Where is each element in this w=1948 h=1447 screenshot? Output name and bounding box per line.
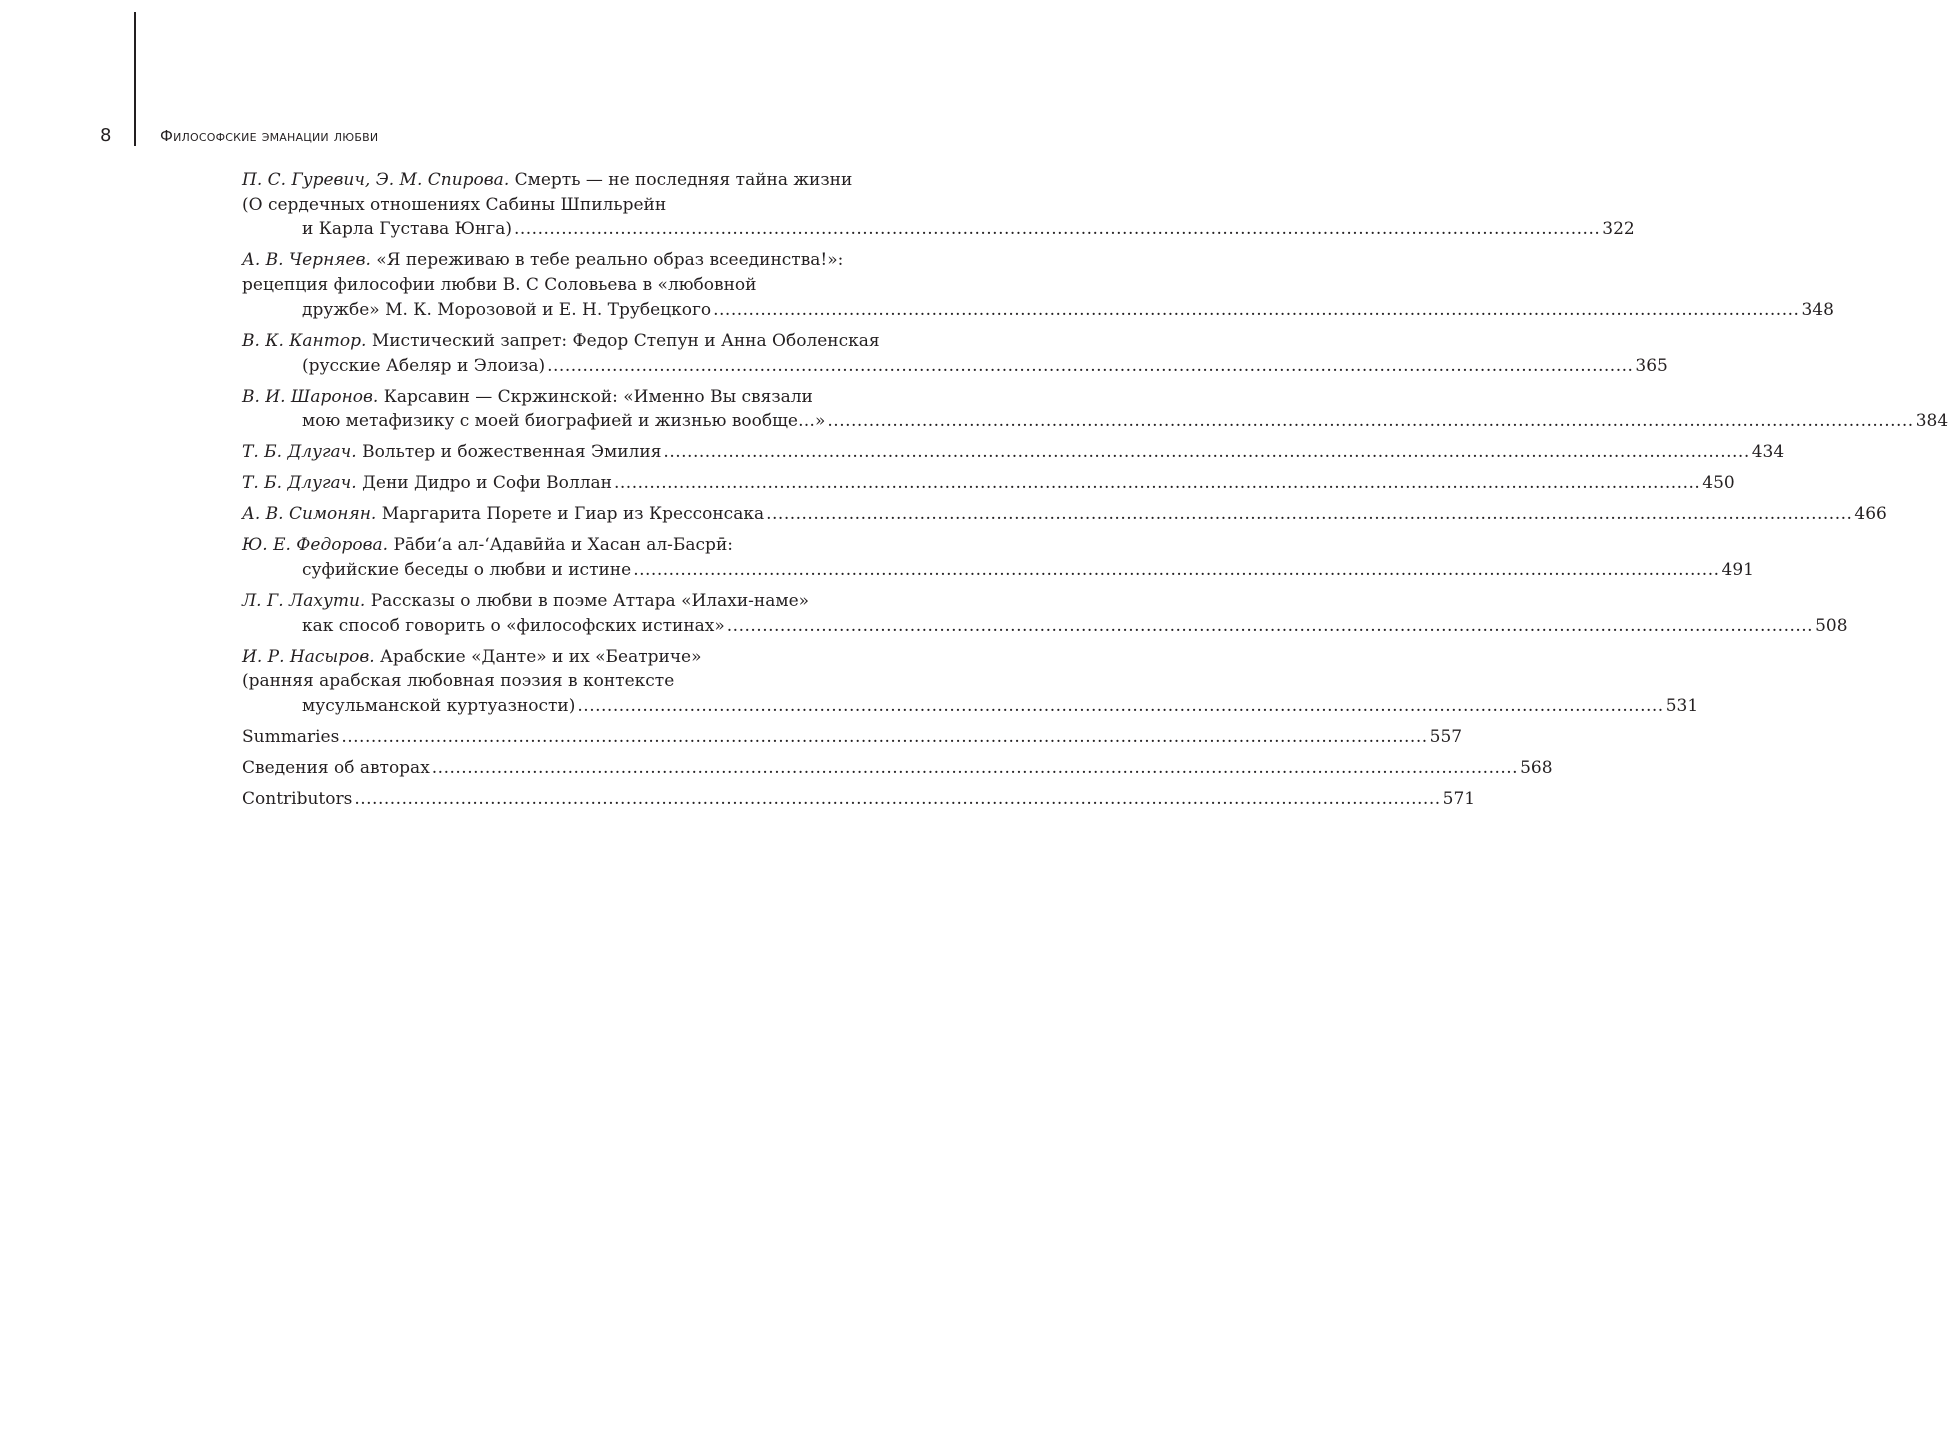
toc-entry-author: Л. Г. Лахути. (242, 590, 366, 611)
toc-entry-page: 557 (1429, 727, 1463, 748)
toc-entry-text (302, 696, 575, 716)
toc-entry-title-line: (О сердечных отношениях Сабины Шпильрейн (242, 194, 667, 215)
toc-dot-leader (713, 300, 1799, 320)
toc-entry-page: 384 (1915, 411, 1948, 432)
toc-entry (242, 725, 1463, 750)
toc-entry (242, 385, 1948, 434)
toc-entry-line (242, 329, 886, 354)
toc-entry-line (242, 273, 886, 298)
toc-dot-leader (547, 356, 1633, 376)
toc-entry-text (302, 560, 631, 580)
toc-dot-leader (514, 219, 1600, 239)
toc-entry-last-line (242, 725, 1463, 750)
toc-entry (242, 168, 1635, 242)
toc-entry-title-line: мусульманской куртуазности) (302, 696, 576, 717)
toc-entry-page: 508 (1815, 615, 1848, 636)
toc-entry-last-line (302, 354, 1668, 379)
toc-entry-title-line: дружбе» М. К. Морозовой и Е. Н. Трубецкого (302, 299, 712, 320)
toc-entry-title-line: Ра̄би‘а ал-‘Адавӣйа и Хасан ал-Басрӣ: (393, 535, 733, 556)
toc-entry-title-line: Дени Дидро и Софи Воллан (362, 473, 612, 494)
toc-entry-text (302, 356, 545, 376)
toc-entry-text (242, 504, 764, 524)
toc-entry-title-line: как способ говорить о «философских истинах» (302, 615, 725, 636)
toc-entry-author: Ю. Е. Федорова. (242, 535, 389, 556)
toc-entry-last-line (242, 440, 1785, 465)
toc-entry (242, 471, 1735, 496)
toc-entry-page: 531 (1665, 696, 1699, 717)
toc-entry-line (242, 248, 886, 273)
toc-entry-author: И. Р. Насыров. (242, 646, 375, 667)
toc-dot-leader (577, 696, 1663, 716)
toc-dot-leader (663, 442, 1749, 462)
toc-entry-text (302, 219, 512, 239)
toc-dot-leader (633, 560, 1719, 580)
toc-entry-text (242, 758, 430, 778)
toc-entry (242, 329, 1668, 378)
toc-dot-leader (827, 411, 1913, 431)
toc-entry-title-line: (ранняя арабская любовная поэзия в контексте (242, 671, 675, 692)
toc-entry-line (242, 385, 886, 410)
toc-entry-title-line: (русские Абеляр и Элоиза) (302, 355, 546, 376)
toc-entry-page: 450 (1702, 473, 1735, 494)
toc-entry-text (242, 442, 661, 462)
toc-entry-last-line (302, 694, 1699, 719)
toc-entry-title-line: мою метафизику с моей биографией и жизнью вообще…» (302, 411, 826, 432)
toc-entry-title-line: рецепция философии любви В. С Соловьева в «любовной (242, 275, 757, 296)
toc-entry-author: В. К. Кантор. (242, 330, 367, 351)
toc-entry-page: 348 (1801, 299, 1834, 320)
toc-entry-last-line (302, 298, 1834, 323)
toc-entry-title-line: Мистический запрет: Федор Степун и Анна Оболенская (371, 330, 880, 351)
toc-entry-line (242, 645, 886, 670)
toc-entry-last-line (242, 756, 1553, 781)
toc-dot-leader (614, 473, 1700, 493)
toc-dot-leader (432, 758, 1518, 778)
toc-entry-title-line: Summaries (242, 727, 340, 748)
toc-entry-line (242, 669, 886, 694)
toc-entry-last-line (302, 558, 1754, 583)
toc-dot-leader (354, 789, 1440, 809)
toc-dot-leader (766, 504, 1852, 524)
toc-entry-title-line: Маргарита Порете и Гиар из Крессонсака (381, 504, 765, 525)
toc-entry-title-line: Арабские «Данте» и их «Беатриче» (380, 646, 702, 667)
toc-entry-author: В. И. Шаронов. (242, 386, 379, 407)
toc-entry-last-line (242, 787, 1476, 812)
toc-entry (242, 533, 1754, 582)
toc-entry-text (302, 616, 725, 636)
toc-entry-title-line: Contributors (242, 789, 353, 810)
toc-entry-title-line: Вольтер и божественная Эмилия (362, 442, 662, 463)
toc-entry-line (242, 589, 886, 614)
toc-entry-title-line: Карсавин — Скржинской: «Именно Вы связали (383, 386, 813, 407)
running-title: Философские эманации любви (160, 127, 379, 145)
toc-entry-text (302, 411, 825, 431)
toc-dot-leader (727, 616, 1813, 636)
toc-entry-page: 568 (1520, 758, 1553, 779)
toc-entry-text (242, 473, 612, 493)
page-number: 8 (100, 125, 112, 146)
toc-entry-author: Т. Б. Длугач. (242, 442, 357, 463)
toc-entry (242, 440, 1785, 465)
toc-entry-last-line (302, 217, 1635, 242)
toc-entry-title-line: Смерть — не последняя тайна жизни (514, 170, 853, 190)
toc-entry-title-line: «Я переживаю в тебе реально образ всеединства!»: (376, 250, 844, 271)
toc-entry-title-line: Сведения об авторах (242, 758, 430, 779)
toc-entry-page: 365 (1635, 355, 1668, 376)
toc-entry-last-line (242, 502, 1887, 527)
toc-entry-text (242, 727, 339, 747)
toc-entry-last-line (302, 614, 1848, 639)
toc-entry-page: 322 (1602, 219, 1635, 240)
toc-entry-page: 491 (1721, 559, 1754, 580)
toc-entry-author: П. С. Гуревич, Э. М. Спирова. (242, 170, 510, 190)
table-of-contents (242, 168, 1948, 818)
toc-entry (242, 645, 1699, 719)
toc-entry-title-line: и Карла Густава Юнга) (302, 219, 512, 240)
toc-entry-last-line (302, 409, 1948, 434)
toc-entry-line (242, 168, 886, 193)
toc-entry (242, 787, 1476, 812)
toc-entry-last-line (242, 471, 1735, 496)
toc-entry (242, 248, 1834, 322)
toc-entry-page: 434 (1751, 442, 1785, 463)
toc-entry-author: Т. Б. Длугач. (242, 473, 357, 494)
toc-entry-page: 571 (1442, 789, 1476, 810)
toc-entry-line (242, 533, 886, 558)
toc-entry-text (302, 300, 711, 320)
toc-entry-author: А. В. Симонян. (242, 504, 377, 525)
toc-entry (242, 502, 1887, 527)
toc-entry-title-line: суфийские беседы о любви и истине (302, 559, 632, 580)
toc-entry (242, 589, 1848, 638)
toc-entry (242, 756, 1553, 781)
toc-dot-leader (341, 727, 1427, 747)
toc-entry-line (242, 193, 886, 218)
toc-entry-author: А. В. Черняев. (242, 250, 371, 271)
header-vertical-rule (134, 12, 136, 146)
toc-entry-text (242, 789, 352, 809)
toc-entry-page: 466 (1854, 504, 1887, 525)
toc-entry-title-line: Рассказы о любви в поэме Аттара «Илахи-наме» (370, 590, 810, 611)
